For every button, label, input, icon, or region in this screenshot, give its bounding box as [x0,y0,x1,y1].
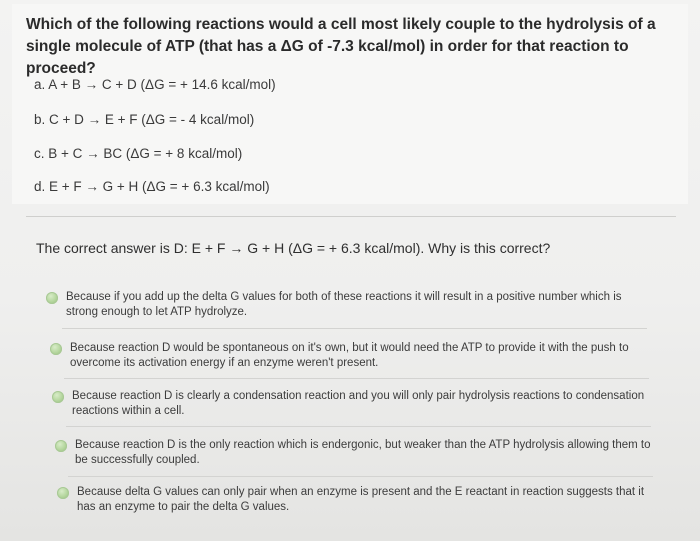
radio-button-icon[interactable] [57,487,69,499]
answer-option-5[interactable] [57,485,657,515]
question-text: Which of the following reactions would a cell most likely couple to the hydrolysis of a single molecule of ATP (that has a ΔG of -7.3 kcal/mol) in order for that reaction to proceed? [26,16,656,77]
answer-option-text: Because reaction D would be spontaneous on it's own, but it would need the ATP to provide it with the push to overcome its activation energy if an enzyme weren't present. [70,342,629,369]
radio-button-icon[interactable] [46,292,58,304]
radio-button-icon[interactable] [52,391,64,403]
choice-a: a. A + B → C + D (ΔG = + 14.6 kcal/mol) [34,77,276,92]
radio-button-icon[interactable] [50,343,62,355]
option-divider [64,378,649,379]
answer-option-text: Because if you add up the delta G values for both of these reactions it will result in a positive number which is strong enough to let ATP hydrolyze. [66,291,622,318]
choice-b: b. C + D → E + F (ΔG = - 4 kcal/mol) [34,112,255,127]
option-divider [68,476,653,477]
choice-c: c. B + C → BC (ΔG = + 8 kcal/mol) [34,146,243,161]
choice-d: d. E + F → G + H (ΔG = + 6.3 kcal/mol) [34,179,270,194]
option-divider [62,328,647,329]
radio-button-icon[interactable] [55,440,67,452]
section-divider [26,216,676,217]
answer-option-3[interactable] [52,389,652,419]
answer-option-text: Because reaction D is the only reaction which is endergonic, but weaker than the ATP hydrolysis allowing them to be successfully coupled. [75,439,651,466]
answer-option-4[interactable] [55,438,655,468]
explanation-text: The correct answer is D: E + F → G + H (ΔG = + 6.3 kcal/mol). Why is this correct? [36,240,551,256]
answer-option-text: Because reaction D is clearly a condensation reaction and you will only pair hydrolysis reactions to condensation reactions within a cell. [72,390,645,417]
option-divider [66,426,651,427]
answer-option-1[interactable] [46,290,646,320]
answer-option-2[interactable] [50,341,650,371]
answer-option-text: Because delta G values can only pair when an enzyme is present and the E reactant in reaction suggests that it has an enzyme to pair the delta G values. [77,486,645,513]
